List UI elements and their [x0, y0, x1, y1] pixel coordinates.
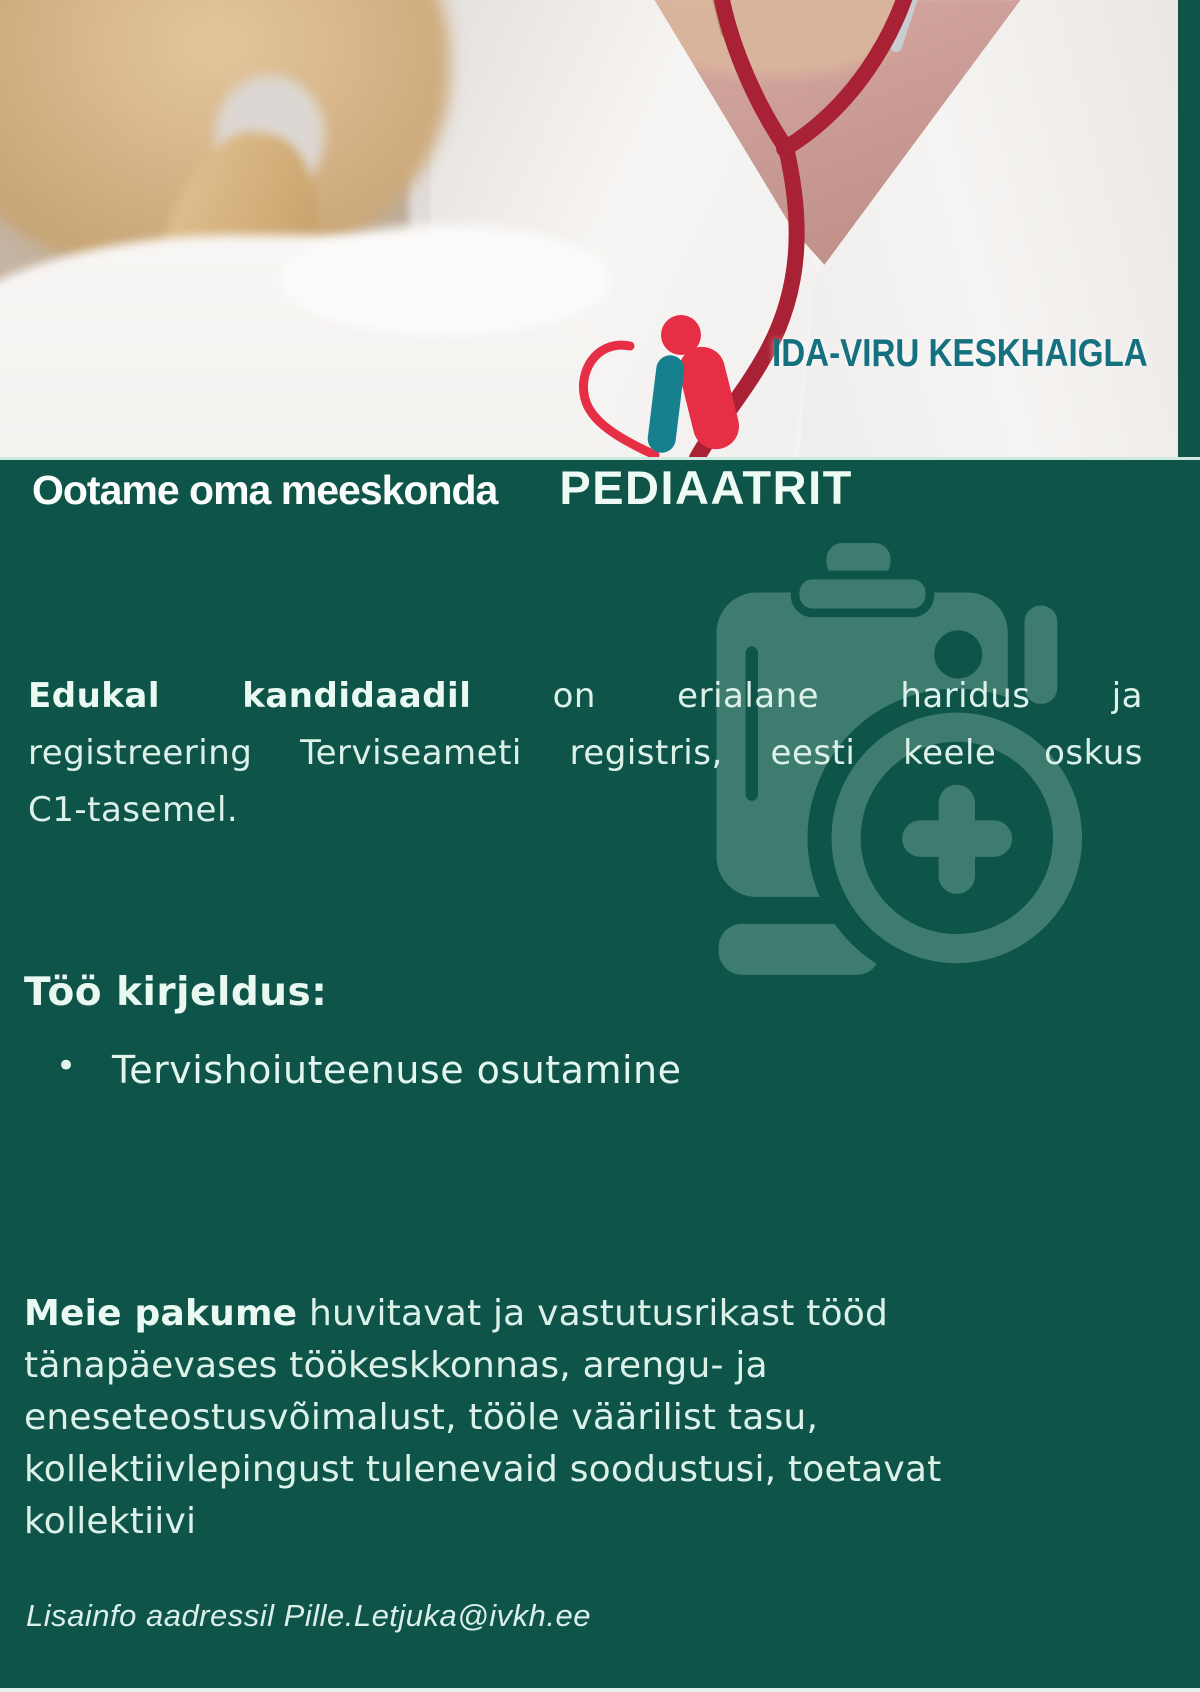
- header-photo: [0, 0, 1200, 457]
- job-bullet-text: Tervishoiuteenuse osutamine: [112, 1048, 682, 1092]
- hospital-logo-icon: [560, 282, 740, 457]
- headline-intro: Ootame oma meeskonda: [32, 467, 498, 513]
- offer-paragraph: [24, 1288, 1104, 1548]
- offer-line: kollektiivi: [24, 1501, 197, 1542]
- offer-line: tänapäevases töökeskkonnas, arengu- ja: [24, 1345, 768, 1386]
- job-description-heading: Töö kirjeldus:: [24, 970, 328, 1015]
- bullet-dot: •: [56, 1046, 77, 1086]
- headline-position-title: PEDIAATRIT: [559, 461, 853, 514]
- contact-info: Lisainfo aadressil Pille.Letjuka@ivkh.ee: [26, 1598, 591, 1633]
- candidate-paragraph: [28, 668, 1143, 839]
- candidate-line: C1-tasemel.: [28, 790, 239, 830]
- offer-line: kollektiivlepingust tulenevaid soodustusi, toetavat: [24, 1449, 942, 1490]
- candidate-line: registreering Terviseameti registris, eesti keele oskus: [28, 733, 1143, 773]
- brand-name: IDA-VIRU KESKHAIGLA: [772, 332, 1148, 375]
- offer-line: eneseteostusvõimalust, tööle väärilist tasu,: [24, 1397, 819, 1438]
- candidate-line: [28, 668, 1143, 725]
- offer-line: [24, 1288, 1104, 1340]
- headline: [32, 460, 853, 515]
- bottom-edge-strip: [0, 1688, 1200, 1692]
- poster-body: [0, 460, 1200, 1688]
- job-bullet-item: [0, 1048, 682, 1092]
- candidate-lead: Edukal kandidaadil: [28, 676, 472, 716]
- offer-lead: Meie pakume: [24, 1293, 298, 1334]
- candidate-line1-rest: on erialane haridus ja: [471, 676, 1143, 716]
- right-edge-strip: [1178, 0, 1200, 457]
- offer-line1-rest: huvitavat ja vastutusrikast tööd: [297, 1293, 889, 1334]
